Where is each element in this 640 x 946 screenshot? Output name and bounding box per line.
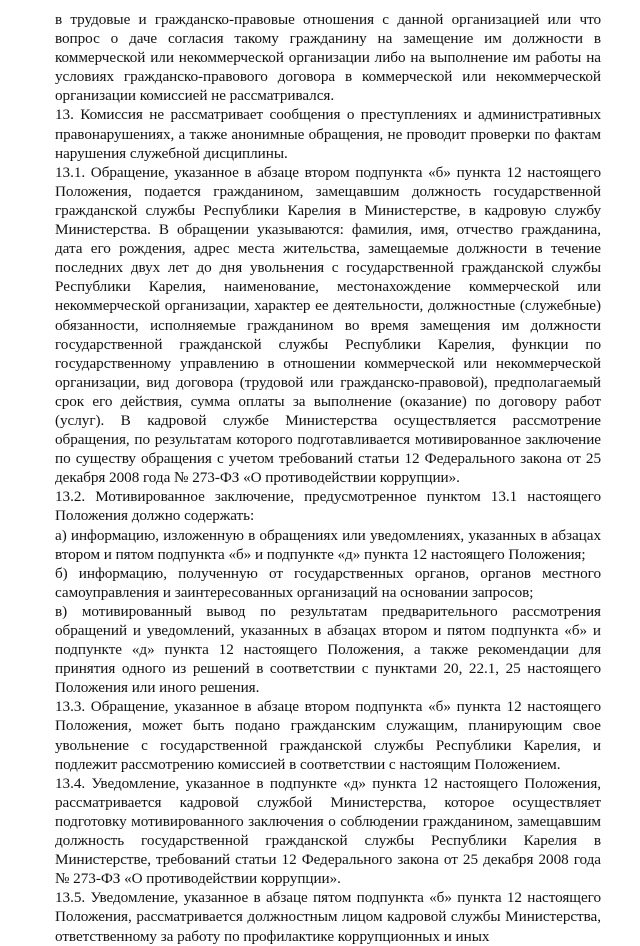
paragraph-13-2: 13.2. Мотивированное заключение, предусмотренное пунктом 13.1 настоящего Положения должно содержать:	[55, 488, 601, 525]
paragraph-13-2-a: а) информацию, изложенную в обращениях или уведомлениях, указанных в абзацах втором и пятом подпункта «б» и подпункте «д» пункта 12 настоящего Положения;	[55, 526, 601, 563]
paragraph-13-5: 13.5. Уведомление, указанное в абзаце пятом подпункта «б» пункта 12 настоящего Положения, рассматривается должностным лицом кадровой службы Министерства, ответственному за работу по профилактике коррупционных и иных	[55, 889, 601, 945]
paragraph-13-4: 13.4. Уведомление, указанное в подпункте «д» пункта 12 настоящего Положения, рассматривается кадровой службой Министерства, которое осуществляет подготовку мотивированного заключения о соблюдении гражданином, замещавшим должность государственной гражданской службы Республики Карелия в Министерстве, требований статьи 12 Федерального закона от 25 декабря 2008 года № 273-ФЗ «О противодействии коррупции».	[55, 774, 601, 888]
paragraph-13-2-v: в) мотивированный вывод по результатам предварительного рассмотрения обращений и уведомлений, указанных в абзацах втором и пятом подпункта «б» и подпункте «д» пункта 12 настоящего Положения, а также рекомендации для принятия одного из решений в соответствии с пунктами 20, 22.1, 25 настоящего Положения или иного решения.	[55, 602, 601, 697]
paragraph-13-1: 13.1. Обращение, указанное в абзаце втором подпункта «б» пункта 12 настоящего Положения, подается гражданином, замещавшим должность государственной гражданской службы Республики Карелия в Министерстве, в кадровую службу Министерства. В обращении указываются: фамилия, имя, отчество гражданина, дата его рождения, адрес места жительства, замещаемые должности в течение последних двух лет до дня увольнения с государственной гражданской службы Республики Карелия, наименование, местонахождение коммерческой или некоммерческой организации, характер ее деятельности, должностные (служебные) обязанности, исполняемые гражданином во время замещения им должности государственной гражданской службы Республики Карелия, функции по государственному управлению в отношении коммерческой или некоммерческой организации, вид договора (трудовой или гражданско-правовой), предполагаемый срок его действия, сумма оплаты за выполнение (оказание) по договору работ (услуг). В кадровой службе Министерства осуществляется рассмотрение обращения, по результатам которого подготавливается мотивированное заключение по существу обращения с учетом требований статьи 12 Федерального закона от 25 декабря 2008 года № 273-ФЗ «О противодействии коррупции».	[55, 163, 601, 487]
paragraph-continuation: в трудовые и гражданско-правовые отношения с данной организацией или что вопрос о даче согласия такому гражданину на замещение им должности в коммерческой или некоммерческой организации либо на выполнение им работы на условиях гражданско-правового договора в коммерческой или некоммерческой организации комиссией не рассматривался.	[55, 11, 601, 105]
document-page	[55, 10, 601, 946]
paragraph-13: 13. Комиссия не рассматривает сообщения о преступлениях и административных правонарушениях, а также анонимные обращения, не проводит проверки по фактам нарушения служебной дисциплины.	[55, 106, 601, 162]
paragraph-13-2-b: б) информацию, полученную от государственных органов, органов местного самоуправления и заинтересованных организаций на основании запросов;	[55, 564, 601, 601]
paragraph-13-3: 13.3. Обращение, указанное в абзаце втором подпункта «б» пункта 12 настоящего Положения, может быть подано гражданским служащим, планирующим свое увольнение с государственной гражданской службы Республики Карелия, и подлежит рассмотрению комиссией в соответствии с настоящим Положением.	[55, 698, 601, 773]
